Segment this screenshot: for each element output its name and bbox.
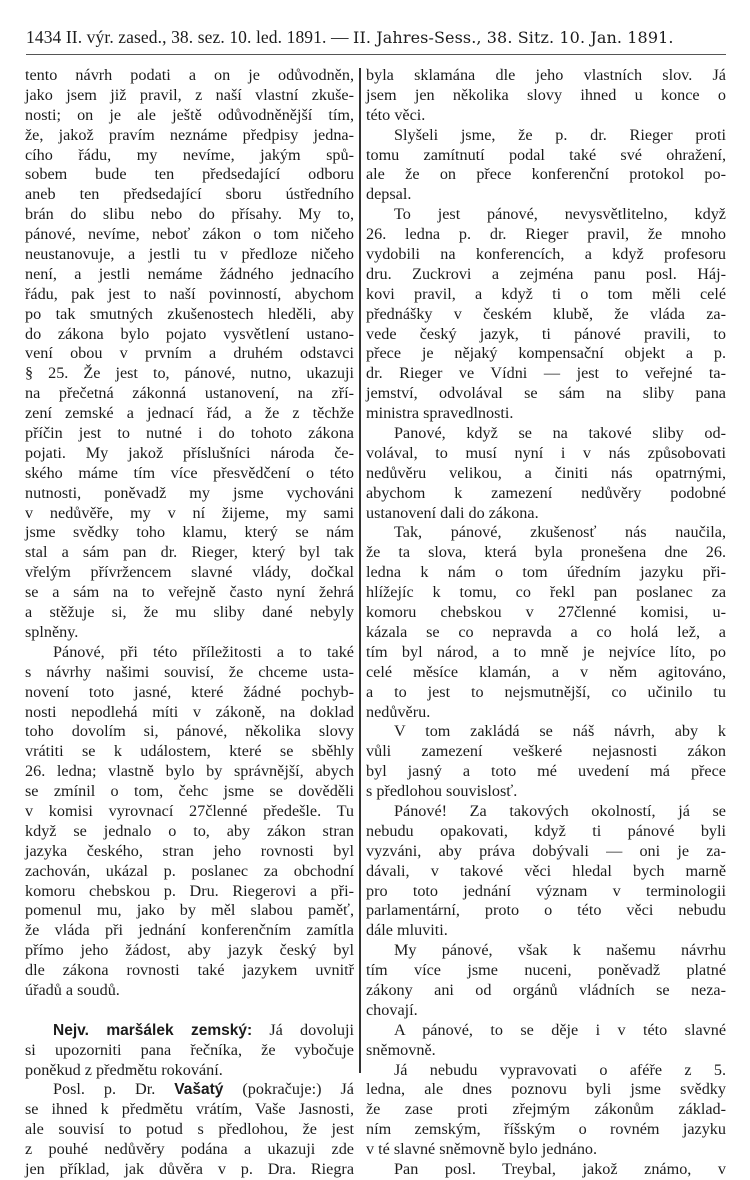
text-line [25, 265, 354, 285]
line-text: dále mluviti. [366, 921, 448, 940]
line-text: s návrhy našimi souvisí, že chceme usta- [25, 662, 354, 681]
line-text: Pánové, při této příležitosti a to také [53, 642, 354, 661]
text-line [25, 523, 354, 543]
text-line [366, 603, 726, 623]
line-text: z pouhé nedůvěry podána a ukazuji zde [25, 1140, 354, 1159]
text-line [366, 921, 726, 941]
line-text: vede český jazyk, ti pánové pravili, to [366, 324, 726, 343]
text-line [366, 504, 726, 524]
text-line [366, 643, 726, 663]
text-line [25, 802, 354, 822]
line-text: tomu zamítnutí podal také své ohražení, [366, 145, 726, 164]
line-text: 26. ledna p. dr. Rieger pravil, že mnoho [366, 225, 726, 244]
text-line [366, 543, 726, 563]
text-line [366, 1160, 726, 1180]
line-text: Pánové! Za takových okolností, já se [394, 801, 726, 820]
text-line [25, 404, 354, 424]
line-text: jazyka českého, stran jeho rovnosti byl [25, 841, 354, 860]
text-line [25, 464, 354, 484]
line-text: zákony ani od orgánů vládních se neza- [366, 980, 726, 999]
text-line [366, 941, 726, 961]
line-text: volával, to musí nyní i v nás způsobovati [366, 443, 726, 462]
text-line [366, 882, 726, 902]
text-line [25, 1120, 354, 1140]
text-line [366, 1080, 726, 1100]
line-text: chovají. [366, 1000, 418, 1019]
text-line [366, 981, 726, 1001]
text-line [366, 1120, 726, 1140]
text-line [366, 1041, 726, 1061]
text-line [366, 802, 726, 822]
text-line [25, 643, 354, 663]
line-text: není, a jestli nemáme žádného jednacího [25, 264, 354, 283]
text-line [366, 762, 726, 782]
line-text: vrátiti se k událostem, které se sběhly [25, 742, 354, 761]
text-line [25, 663, 354, 683]
text-line [366, 822, 726, 842]
line-text: celé měsíce klamán, a v něm agitováno, [366, 662, 726, 681]
line-text: ledna, ale dnes poznovu byli jsme svědky [366, 1080, 726, 1099]
line-text: jako jsem již pravil, z naší vlastní zkuše- [25, 85, 354, 104]
line-text: že zase proti zřejmým zákonům základ- [366, 1100, 726, 1119]
text-line [366, 523, 726, 543]
line-text: parlamentární, proto o této věci nebudu [366, 901, 726, 920]
line-text: řádu, pak jest to naší povinností, abychom [25, 284, 354, 303]
line-text: přednášky v českém klubě, že vláda za- [366, 304, 726, 323]
line-text: nosti; on je ale ještě odůvodněnější tím, [25, 105, 354, 124]
text-line [366, 663, 726, 683]
line-text: a stěžuje si, že mu sliby dané nebyly [25, 603, 354, 622]
text-line [366, 901, 726, 921]
line-text: v nedůvěře, my v ní žijeme, my sami [25, 503, 354, 522]
line-text: tím byl národ, a to mně je nejvíce líto, po [366, 642, 726, 661]
line-text: byl jasný a toto mé uvedení má přece [366, 762, 726, 781]
text-line [366, 185, 726, 205]
line-text: ale souvisí to potud s předlohou, že jest [25, 1120, 354, 1139]
text-line [25, 205, 354, 225]
line-text: Posl. p. Dr. [53, 1080, 175, 1099]
line-text: příčin jest to nutné i do tohoto zákona [25, 424, 354, 443]
line-text: brán do slibu nebo do přísahy. My to, [25, 205, 354, 224]
line-text: jsem jen několika slovy ihned u konce o [366, 85, 726, 104]
text-line [25, 126, 354, 146]
text-line [25, 1021, 354, 1041]
line-text: vyzváni, aby práva dobývali — oni je za- [366, 841, 726, 860]
line-text: My pánové, však k našemu návrhu [394, 941, 726, 960]
text-line [25, 623, 354, 643]
text-line [366, 683, 726, 703]
text-line [25, 742, 354, 762]
line-text: ského máme tím více přesvědčení o této [25, 463, 354, 482]
text-line [366, 384, 726, 404]
line-text: úřadů a soudů. [25, 980, 120, 999]
line-text: Já dovoluji [252, 1020, 354, 1039]
header-german: II. Jahres-Sess., 38. Sitz. 10. Jan. 1891. [353, 28, 674, 47]
line-text: nedůvěru. [366, 702, 431, 721]
text-line [366, 1061, 726, 1081]
text-line [366, 961, 726, 981]
text-line [25, 921, 354, 941]
text-line [366, 285, 726, 305]
text-line [25, 504, 354, 524]
line-text: sněmovně. [366, 1040, 436, 1059]
line-text: kázala se co nepravda a co holá lež, a [366, 622, 726, 641]
line-text: a to jest to nejsmutnější, co učinilo tu [366, 682, 726, 701]
text-line [366, 782, 726, 802]
line-text: pro toto jednání význam v terminologii [366, 881, 726, 900]
line-text: neustanovuje, a jestli tu v předloze ničeho [25, 245, 354, 264]
text-line [25, 484, 354, 504]
text-line [366, 146, 726, 166]
text-line [25, 563, 354, 583]
line-text: se ihned k předmětu vrátím, Vaše Jasnosti, [25, 1100, 354, 1119]
line-text: po tak smutných zkušenostech hleděli, aby [25, 304, 354, 323]
right-column [366, 66, 726, 1180]
line-text: zachován, ukázal p. poslanec za obchodní [25, 861, 354, 880]
line-text: hlížejíc k tomu, co řekl pan poslanec za [366, 583, 726, 602]
text-line [25, 165, 354, 185]
line-text: novení toto jasné, které žádné pochyb- [25, 682, 354, 701]
text-line [366, 1140, 726, 1160]
line-text: že, jakož pravím neznáme předpisy jedna- [25, 125, 354, 144]
line-text: dle zákona rovnosti také jazykem uvnitř [25, 961, 354, 980]
line-text: když se jednalo o to, aby zákon stran [25, 821, 354, 840]
text-line [366, 245, 726, 265]
line-text: aneb ten předsedající sboru ústředního [25, 185, 354, 204]
text-line [366, 126, 726, 146]
text-line [25, 842, 354, 862]
text-line [25, 703, 354, 723]
line-text: Pan posl. Treybal, jakož známo, v [394, 1159, 726, 1178]
text-line [25, 364, 354, 384]
line-text: dru. Zuckrovi a zejména panu posl. Háj- [366, 264, 726, 283]
line-text: ustanovení dali do zákona. [366, 503, 539, 522]
text-line [25, 961, 354, 981]
text-line [25, 862, 354, 882]
line-text: do zákona bylo pojato vysvětlení ustano- [25, 324, 354, 343]
text-line [25, 344, 354, 364]
text-line [366, 225, 726, 245]
line-text: 26. ledna; vlastně bylo by správnější, abych [25, 762, 354, 781]
text-line [25, 225, 354, 245]
text-line [366, 742, 726, 762]
line-text: pánové, nevíme, neboť zákon o tom ničeho [25, 225, 354, 244]
line-text: To jest pánové, nevysvětlitelno, když [394, 205, 726, 224]
text-line [25, 981, 354, 1001]
line-text: toho dovolím si, pánové, několika slovy [25, 722, 354, 741]
left-column [25, 66, 354, 1180]
line-text: ním zemským, říšským o rovném jazyku [366, 1120, 726, 1139]
text-line [25, 782, 354, 802]
line-text: se a sám na to veřejně často nyní žehrá [25, 583, 354, 602]
text-line [25, 1100, 354, 1120]
text-line [366, 86, 726, 106]
line-text: § 25. Že jest to, pánové, nutno, ukazuji [25, 364, 354, 383]
text-line [366, 563, 726, 583]
line-text: ministra spravedlnosti. [366, 404, 514, 423]
text-line [366, 424, 726, 444]
text-line [25, 901, 354, 921]
line-text: abychom k zamezení nedůvěry podobné [366, 483, 726, 502]
text-line [25, 683, 354, 703]
text-line [25, 1061, 354, 1081]
line-text: Panové, když se na takové sliby od- [394, 424, 726, 443]
line-text: pomenul mu, jako by měl slabou paměť, [25, 901, 354, 920]
line-text: nutnosti, poněvadž my jsme vychováni [25, 483, 354, 502]
text-line [25, 543, 354, 563]
line-text: dr. Rieger ve Vídni — jest to veřejné ta- [366, 364, 726, 383]
paragraph-gap [25, 1001, 354, 1021]
text-line [25, 1041, 354, 1061]
line-text: na přečetná zákonná ustanovení, na zří- [25, 384, 354, 403]
text-line [25, 882, 354, 902]
line-text: tím více jsme nuceni, poněvadž platné [366, 961, 726, 980]
text-line [25, 603, 354, 623]
line-text: nebudu opakovati, když ti pánové byli [366, 821, 726, 840]
line-text: s předlohou souvislosť. [366, 782, 518, 801]
text-line [25, 444, 354, 464]
line-text: komoru chebskou v 27členné komisi, u- [366, 603, 726, 622]
text-line [25, 941, 354, 961]
line-text: poněkud z předmětu rokování. [25, 1060, 223, 1079]
line-text: této věci. [366, 105, 426, 124]
line-text: vůli zamezení veškeré nejasnosti zákon [366, 742, 726, 761]
line-text: v té slavné sněmovně bylo jednáno. [366, 1140, 598, 1159]
line-text: jemství, odvolával se sám na sliby pana [366, 384, 726, 403]
line-text: že vláda při jednání konferenčním zamítla [25, 921, 354, 940]
text-line [25, 185, 354, 205]
text-line [25, 722, 354, 742]
line-text: že ta slova, která byla pronešena dne 26. [366, 543, 726, 562]
text-line [25, 86, 354, 106]
line-text: nosti nepodlehá míti v zákoně, na doklad [25, 702, 354, 721]
line-text: ledna k nám o tom úředním jazyku při- [366, 563, 726, 582]
speaker-name: Nejv. maršálek zemský: [53, 1021, 253, 1039]
text-line [25, 1140, 354, 1160]
text-line [366, 325, 726, 345]
text-line [366, 1001, 726, 1021]
line-text: splněny. [25, 622, 79, 641]
line-text: jen příklad, jak důvěra v p. Dra. Riegra [25, 1159, 354, 1178]
text-line [25, 1080, 354, 1100]
text-line [25, 384, 354, 404]
text-line [25, 285, 354, 305]
text-line [25, 424, 354, 444]
line-text: se zmínil o tom, čehc jsme se dověděli [25, 782, 354, 801]
line-text: komoru chebskou p. Dru. Riegerovi a při- [25, 881, 354, 900]
text-line [25, 66, 354, 86]
page-header [26, 27, 726, 48]
text-line [25, 106, 354, 126]
text-line [366, 862, 726, 882]
line-text: vení obou v prvním a druhém odstavci [25, 344, 354, 363]
line-text: ale že on přece konferenční protokol po- [366, 165, 726, 184]
text-line [25, 762, 354, 782]
line-text: Slyšeli jsme, že p. dr. Rieger proti [394, 125, 726, 144]
text-line [25, 245, 354, 265]
line-text: Já nebudu vypravovati o aféře z 5. [394, 1060, 726, 1079]
line-text: přece je nějaký kompensační objekt a p. [366, 344, 726, 363]
line-text: jsme svědky toho klamu, který se nám [25, 523, 354, 542]
line-text: vřelým přívržencem slavné vlády, dočkal [25, 563, 354, 582]
line-text: nedůvěru velikou, a činiti nás opatrnými, [366, 463, 726, 482]
column-divider [359, 68, 361, 1073]
text-line [366, 165, 726, 185]
line-text: si upozorniti pana řečníka, že vybočuje [25, 1040, 354, 1059]
text-line [366, 66, 726, 86]
text-line [366, 364, 726, 384]
text-line [366, 265, 726, 285]
text-line [366, 703, 726, 723]
text-line [25, 583, 354, 603]
line-text: A pánové, to se děje i v této slavné [394, 1020, 726, 1039]
text-line [366, 464, 726, 484]
text-line [366, 205, 726, 225]
line-text: zení zemské a jednací řád, a že z těchže [25, 404, 354, 423]
line-text: (pokračuje:) Já [223, 1080, 354, 1099]
text-line [366, 623, 726, 643]
text-line [366, 404, 726, 424]
line-text: tento návrh podati a on je odůvodněn, [25, 66, 354, 84]
text-line [366, 722, 726, 742]
line-text: vydobili na konferencích, a když profesoru [366, 245, 726, 264]
text-line [366, 344, 726, 364]
text-line [366, 444, 726, 464]
line-text: Tak, pánové, zkušenosť nás naučila, [394, 523, 726, 542]
text-line [366, 106, 726, 126]
line-text: byla sklamána dle jeho vlastních slov. Já [366, 66, 726, 84]
line-text: dávali, v takové věci hledal bych marně [366, 861, 726, 880]
line-text: v komisi vyrovnací 27členné předešle. Tu [25, 801, 354, 820]
text-line [366, 842, 726, 862]
line-text: kovi pravil, a když ti o tom měli celé [366, 284, 726, 303]
text-line [366, 305, 726, 325]
text-line [25, 822, 354, 842]
line-text: cího řádu, my nevíme, jakým spů- [25, 145, 354, 164]
line-text: sobem bude ten předsedající odboru [25, 165, 354, 184]
line-text: pojati. My jakož příslušníci národa če- [25, 443, 354, 462]
line-text: stal a sám pan dr. Rieger, který byl tak [25, 543, 354, 562]
line-text: V tom zakládá se náš návrh, aby k [394, 722, 726, 741]
text-line [366, 1100, 726, 1120]
text-line [366, 583, 726, 603]
text-line [25, 146, 354, 166]
text-line [25, 1160, 354, 1180]
line-text: přímo jeho žádost, aby jazyk český byl [25, 941, 354, 960]
text-line [25, 305, 354, 325]
speaker-name: Vašatý [174, 1081, 224, 1099]
text-line [366, 1021, 726, 1041]
text-line [25, 325, 354, 345]
header-czech: 1434 II. výr. zased., 38. sez. 10. led. 1891. — [26, 27, 349, 47]
line-text: depsal. [366, 185, 412, 204]
header-rule [26, 54, 726, 55]
text-line [366, 484, 726, 504]
